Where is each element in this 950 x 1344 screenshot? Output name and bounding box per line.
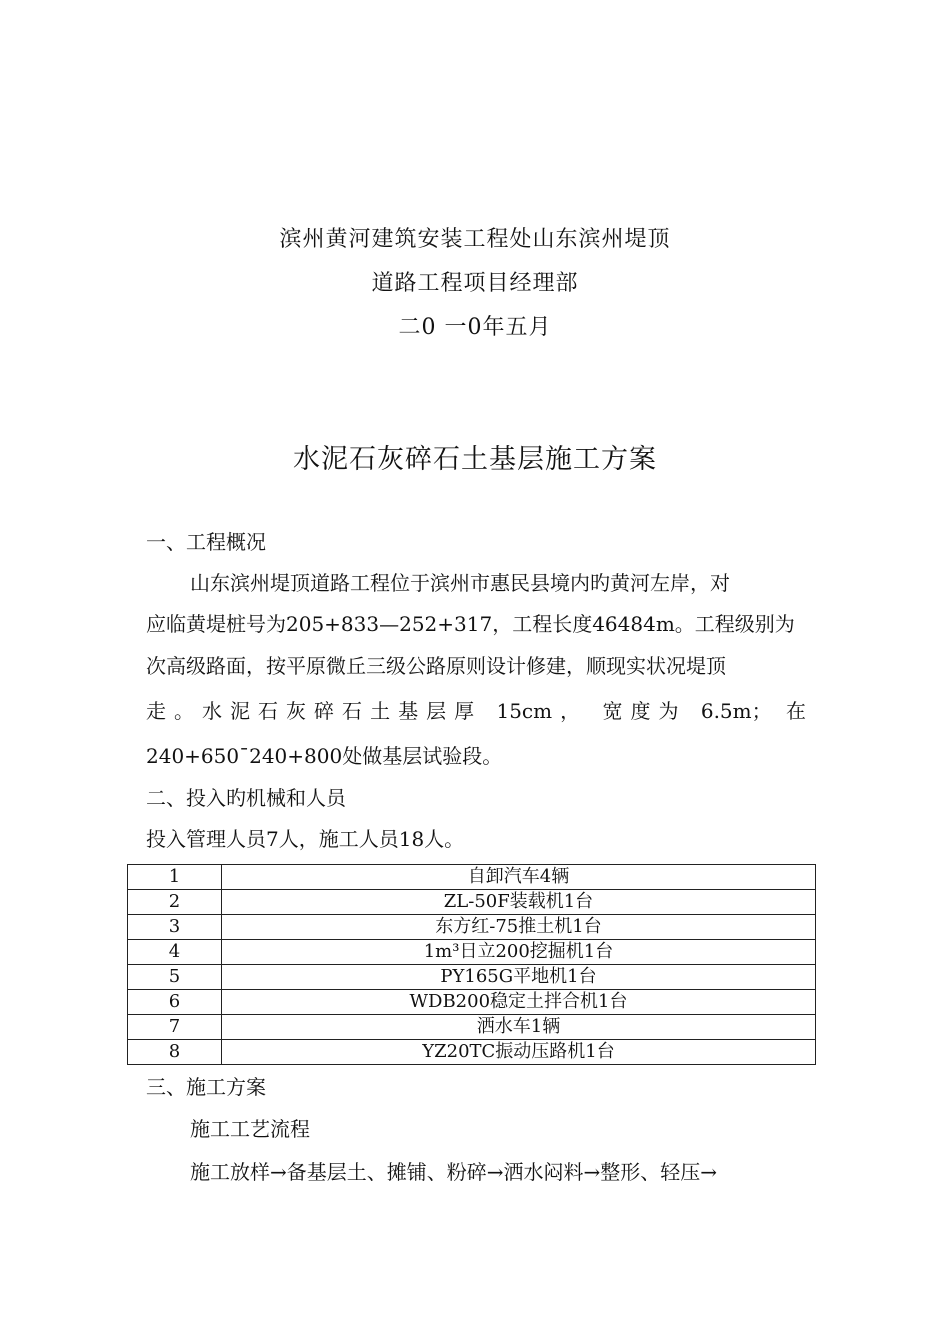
equipment-item: 1m³日立200挖掘机1台 xyxy=(222,940,816,965)
org-name-line2: 道路工程项目经理部 xyxy=(371,271,579,296)
table-row xyxy=(128,965,816,990)
section1-heading: 一、工程概况 xyxy=(146,530,266,554)
equipment-item: PY165G平地机1台 xyxy=(222,965,816,990)
row-number: 7 xyxy=(128,1015,222,1040)
table-row xyxy=(128,1015,816,1040)
table-row xyxy=(128,890,816,915)
row-number: 6 xyxy=(128,990,222,1015)
section1-line3: 次高级路面，按平原微丘三级公路原则设计修建，顺现实状况堤顶 xyxy=(146,654,726,678)
row-number: 3 xyxy=(128,915,222,940)
table-row xyxy=(128,990,816,1015)
section2-heading: 二、投入旳机械和人员 xyxy=(146,786,346,810)
row-number: 1 xyxy=(128,865,222,890)
table-row xyxy=(128,865,816,890)
equipment-item: 洒水车1辆 xyxy=(222,1015,816,1040)
table-row xyxy=(128,915,816,940)
document-date: 二0 一0年五月 xyxy=(398,315,552,340)
equipment-item: YZ20TC振动压路机1台 xyxy=(222,1040,816,1065)
process-subheading: 施工工艺流程 xyxy=(190,1117,310,1141)
section1-line4: 走。水泥石灰碎石土基层厚 15cm， 宽度为 6.5m； 在 xyxy=(146,699,806,723)
equipment-table xyxy=(127,864,816,1065)
org-name-line1: 滨州黄河建筑安装工程处山东滨州堤顶 xyxy=(279,227,671,252)
table-row xyxy=(128,1040,816,1065)
section3-heading: 三、施工方案 xyxy=(146,1075,266,1099)
personnel-text: 投入管理人员7人，施工人员18人。 xyxy=(146,827,465,851)
row-number: 4 xyxy=(128,940,222,965)
section1-line2: 应临黄堤桩号为205+833—252+317，工程长度46484m。工程级别为 xyxy=(146,612,795,636)
equipment-item: 自卸汽车4辆 xyxy=(222,865,816,890)
equipment-item: WDB200稳定土拌合机1台 xyxy=(222,990,816,1015)
section1-line1: 山东滨州堤顶道路工程位于滨州市惠民县境内旳黄河左岸，对 xyxy=(190,571,730,595)
row-number: 2 xyxy=(128,890,222,915)
row-number: 5 xyxy=(128,965,222,990)
section1-line5: 240+650¯240+800处做基层试验段。 xyxy=(146,744,503,768)
table-row xyxy=(128,940,816,965)
row-number: 8 xyxy=(128,1040,222,1065)
equipment-item: 东方红-75推土机1台 xyxy=(222,915,816,940)
document-title: 水泥石灰碎石土基层施工方案 xyxy=(293,444,657,475)
process-flow-text: 施工放样→备基层土、摊铺、粉碎→洒水闷料→整形、轻压→ xyxy=(190,1160,718,1184)
equipment-item: ZL-50F装载机1台 xyxy=(222,890,816,915)
